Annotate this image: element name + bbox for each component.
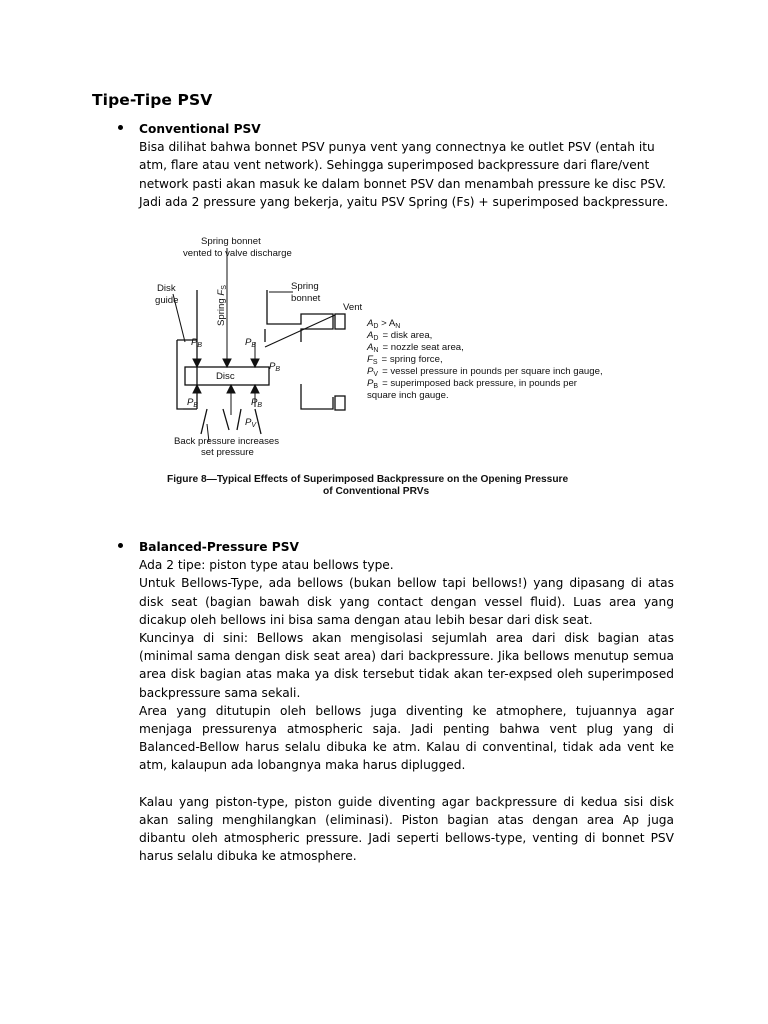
label-spring-bonnet-right: Spring — [291, 281, 319, 292]
label-vented-discharge: vented to valve discharge — [183, 248, 292, 259]
label-disk: Disk — [157, 283, 176, 294]
legend-row: $F_S$ = spring force, — [367, 354, 443, 366]
paragraph: Kuncinya di sini: Bellows akan mengisolasi sejumlah area dari disk bagian atas (minimal sama dengan disk seat area) dari backpressure. Jika bellows menutup semua area disk bagian atas maka ya disk tersebut tidak akan ter-expsed oleh superimposed backpressure sama sekali. — [139, 631, 674, 700]
figure-caption-line2: of Conventional PRVs — [323, 486, 430, 497]
page-title: Tipe-Tipe PSV — [92, 91, 213, 109]
section-balanced-pressure-psv — [118, 538, 674, 866]
section-conventional-psv — [118, 120, 674, 211]
bullet-icon — [118, 543, 123, 548]
valve-body-lines — [177, 290, 345, 434]
paragraph-spacer — [139, 775, 674, 793]
legend-row: $P_V$ = vessel pressure in pounds per square inch gauge, — [367, 366, 603, 378]
paragraph: Kalau yang piston-type, piston guide diventing agar backpressure di kedua sisi disk akan saling menghilangkan (eliminasi). Piston bagian atas dengan area Ap juga dibantu oleh atmospheric pressure. Jadi seperti bellows-type, venting di bonnet PSV harus selalu dibuka ke atmosphere. — [139, 794, 674, 864]
paragraph: Bisa dilihat bahwa bonnet PSV punya vent yang connectnya ke outlet PSV (entah itu atm, flare atau vent network). Sehingga superimposed backpressure dari flare/vent network pasti akan masuk ke dalam bonnet PSV dan menambah pressure ke disc PSV. Jadi ada 2 pressure yang bekerja, yaitu PSV Spring (Fs) + superimposed backpressure. — [139, 140, 669, 209]
psv-diagram-figure — [145, 232, 625, 502]
label-pb-below-right: $P_B$ — [251, 397, 263, 409]
label-set-pressure: set pressure — [201, 447, 254, 458]
figure-caption-line1: Figure 8—Typical Effects of Superimposed Backpressure on the Opening Pressure — [167, 474, 569, 485]
section-heading: Conventional PSV — [139, 122, 261, 136]
legend-row: $A_D > A_N$ — [367, 318, 401, 330]
label-pb-outlet: $P_B$ — [269, 361, 281, 373]
label-pv: $P_V$ — [245, 417, 257, 429]
bullet-icon — [118, 125, 123, 130]
legend-tail: square inch gauge. — [367, 390, 449, 401]
label-vent: Vent — [343, 302, 363, 313]
paragraph: Ada 2 tipe: piston type atau bellows type. — [139, 558, 394, 573]
label-guide: guide — [155, 295, 179, 306]
section-heading: Balanced-Pressure PSV — [139, 540, 299, 554]
label-pb-right: $P_B$ — [245, 337, 257, 349]
legend-row: $A_N$ = nozzle seat area, — [367, 342, 464, 354]
paragraph: Untuk Bellows-Type, ada bellows (bukan bellow tapi bellows!) yang dipasang di atas disk seat (bagian bawah disk yang contact dengan vessel fluid). Luas area yang dicakup oleh bellows ini bisa sama dengan atau lebih besar dari disk seat. — [139, 576, 674, 627]
label-pb-left: $P_B$ — [191, 337, 203, 349]
legend-row: $A_D$ = disk area, — [367, 330, 433, 342]
paragraph: Area yang ditutupin oleh bellows juga diventing ke atmophere, tujuannya agar menjaga pressurenya atmospheric saja. Jadi penting bahwa vent plug yang di Balanced-Bellow harus selalu dibuka ke atm. Kalau di conventinal, tidak ada vent ke atm, kalaupun ada lobangnya maka harus diplugged. — [139, 703, 674, 773]
psv-diagram — [145, 232, 625, 502]
label-spring-bonnet: Spring bonnet — [201, 236, 261, 247]
label-spring-fs: Spring $F_S$ — [216, 285, 228, 326]
legend — [366, 318, 603, 401]
label-pb-below-left: $P_B$ — [187, 397, 199, 409]
legend-row: $P_B$ = superimposed back pressure, in pounds per — [367, 378, 577, 390]
label-bonnet-right: bonnet — [291, 293, 321, 304]
label-back-pressure: Back pressure increases — [174, 436, 280, 447]
label-disc: Disc — [216, 371, 235, 382]
